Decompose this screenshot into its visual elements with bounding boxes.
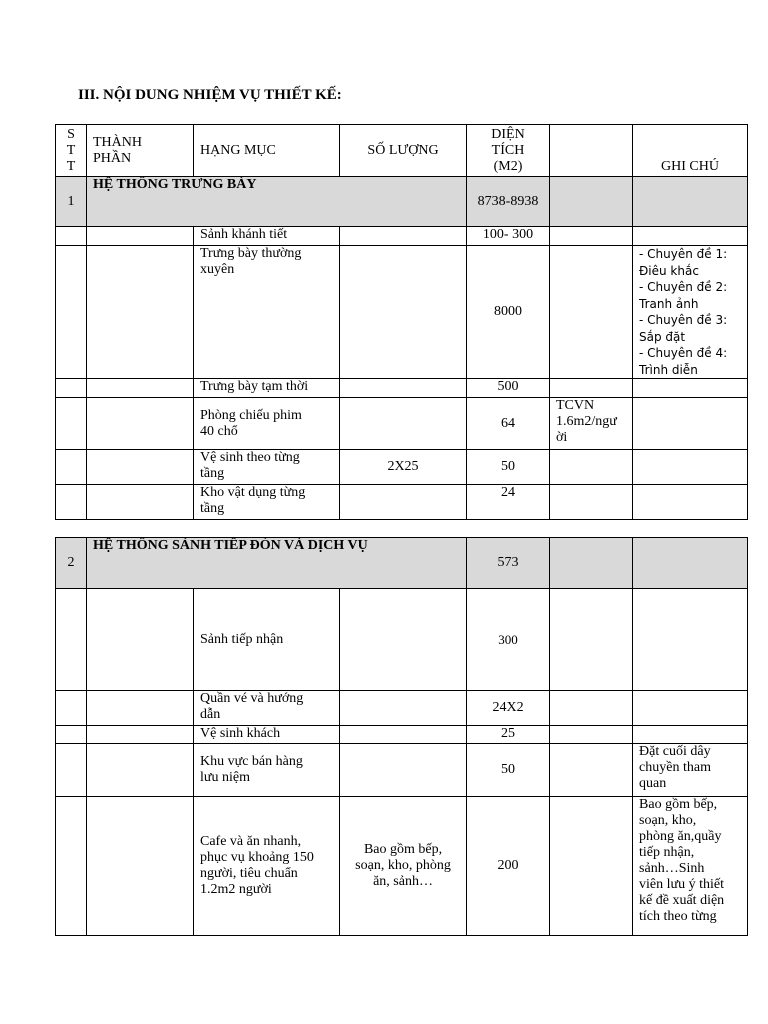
item-name: Quần vé và hướng dẫn: [194, 691, 340, 726]
item-area: 50: [467, 450, 550, 485]
header-hang-muc: HẠNG MỤC: [194, 125, 340, 177]
item-note: Đặt cuối dây chuyền tham quan: [633, 744, 748, 797]
section-row-1: [56, 177, 748, 227]
item-note: - Chuyên đề 1: Điêu khắc - Chuyên đề 2: Tranh ảnh - Chuyên đề 3: Sắp đặt - Chuyên đề 4: Trình diễn: [633, 246, 748, 379]
header-ghi-chu: GHI CHÚ: [633, 125, 748, 177]
item-area: 300: [467, 589, 550, 691]
item-area: 24: [467, 485, 550, 520]
item-name: Khu vực bán hàng lưu niệm: [194, 744, 340, 797]
item-name: Vệ sinh theo từng tầng: [194, 450, 340, 485]
section-stt: 2: [56, 538, 87, 589]
item-name: Cafe và ăn nhanh, phục vụ khoảng 150 người, tiêu chuẩn 1.2m2 người: [194, 797, 340, 936]
design-table-1: [55, 124, 748, 520]
table-row: [56, 797, 748, 936]
section-area: 573: [467, 538, 550, 589]
table-row: [56, 398, 748, 450]
table-row: [56, 246, 748, 379]
design-table-2: [55, 537, 748, 936]
item-name: Phòng chiếu phim 40 chổ: [194, 398, 340, 450]
header-stt: S T T: [56, 125, 87, 177]
table-row: [56, 485, 748, 520]
table-row: [56, 744, 748, 797]
table-row: [56, 726, 748, 744]
header-dien-tich: DIỆN TÍCH (M2): [467, 125, 550, 177]
item-name: Sảnh tiếp nhận: [194, 589, 340, 691]
item-area: 25: [467, 726, 550, 744]
item-qty: 2X25: [340, 450, 467, 485]
section-stt: 1: [56, 177, 87, 227]
section-row-2: [56, 538, 748, 589]
item-name: Sảnh khánh tiết: [194, 227, 340, 246]
table-row: [56, 379, 748, 398]
item-name: Trưng bày thường xuyên: [194, 246, 340, 379]
header-so-luong: SỐ LƯỢNG: [340, 125, 467, 177]
table-row: [56, 589, 748, 691]
header-empty: [550, 125, 633, 177]
section-cell: [633, 177, 748, 227]
section-cell: [633, 538, 748, 589]
item-qty: Bao gồm bếp, soạn, kho, phòng ăn, sảnh…: [340, 797, 467, 936]
section-cell: [550, 538, 633, 589]
header-thanh-phan: THÀNH PHẦN: [87, 125, 194, 177]
item-standard: TCVN 1.6m2/ngư ời: [550, 398, 633, 450]
section-title: HỆ THỐNG TRƯNG BÀY: [87, 177, 467, 227]
item-area: 8000: [467, 246, 550, 379]
item-name: Kho vật dụng từng tầng: [194, 485, 340, 520]
section-title: HỆ THỐNG SẢNH TIẾP ĐÓN VÀ DỊCH VỤ: [87, 538, 467, 589]
table-row: [56, 450, 748, 485]
section-cell: [550, 177, 633, 227]
item-note: Bao gồm bếp, soạn, kho, phòng ăn,quầy tiếp nhận, sảnh…Sinh viên lưu ý thiết kế đề xuất diện tích theo từng: [633, 797, 748, 936]
item-area: 64: [467, 398, 550, 450]
section-area: 8738-8938: [467, 177, 550, 227]
item-name: Trưng bày tạm thời: [194, 379, 340, 398]
section-heading: III. NỘI DUNG NHIỆM VỤ THIẾT KẾ:: [78, 87, 342, 103]
item-name: Vệ sinh khách: [194, 726, 340, 744]
item-area: 100- 300: [467, 227, 550, 246]
item-area: 500: [467, 379, 550, 398]
item-area: 24X2: [467, 691, 550, 726]
item-area: 200: [467, 797, 550, 936]
table-header-row: [56, 125, 748, 177]
item-area: 50: [467, 744, 550, 797]
table-row: [56, 227, 748, 246]
table-row: [56, 691, 748, 726]
